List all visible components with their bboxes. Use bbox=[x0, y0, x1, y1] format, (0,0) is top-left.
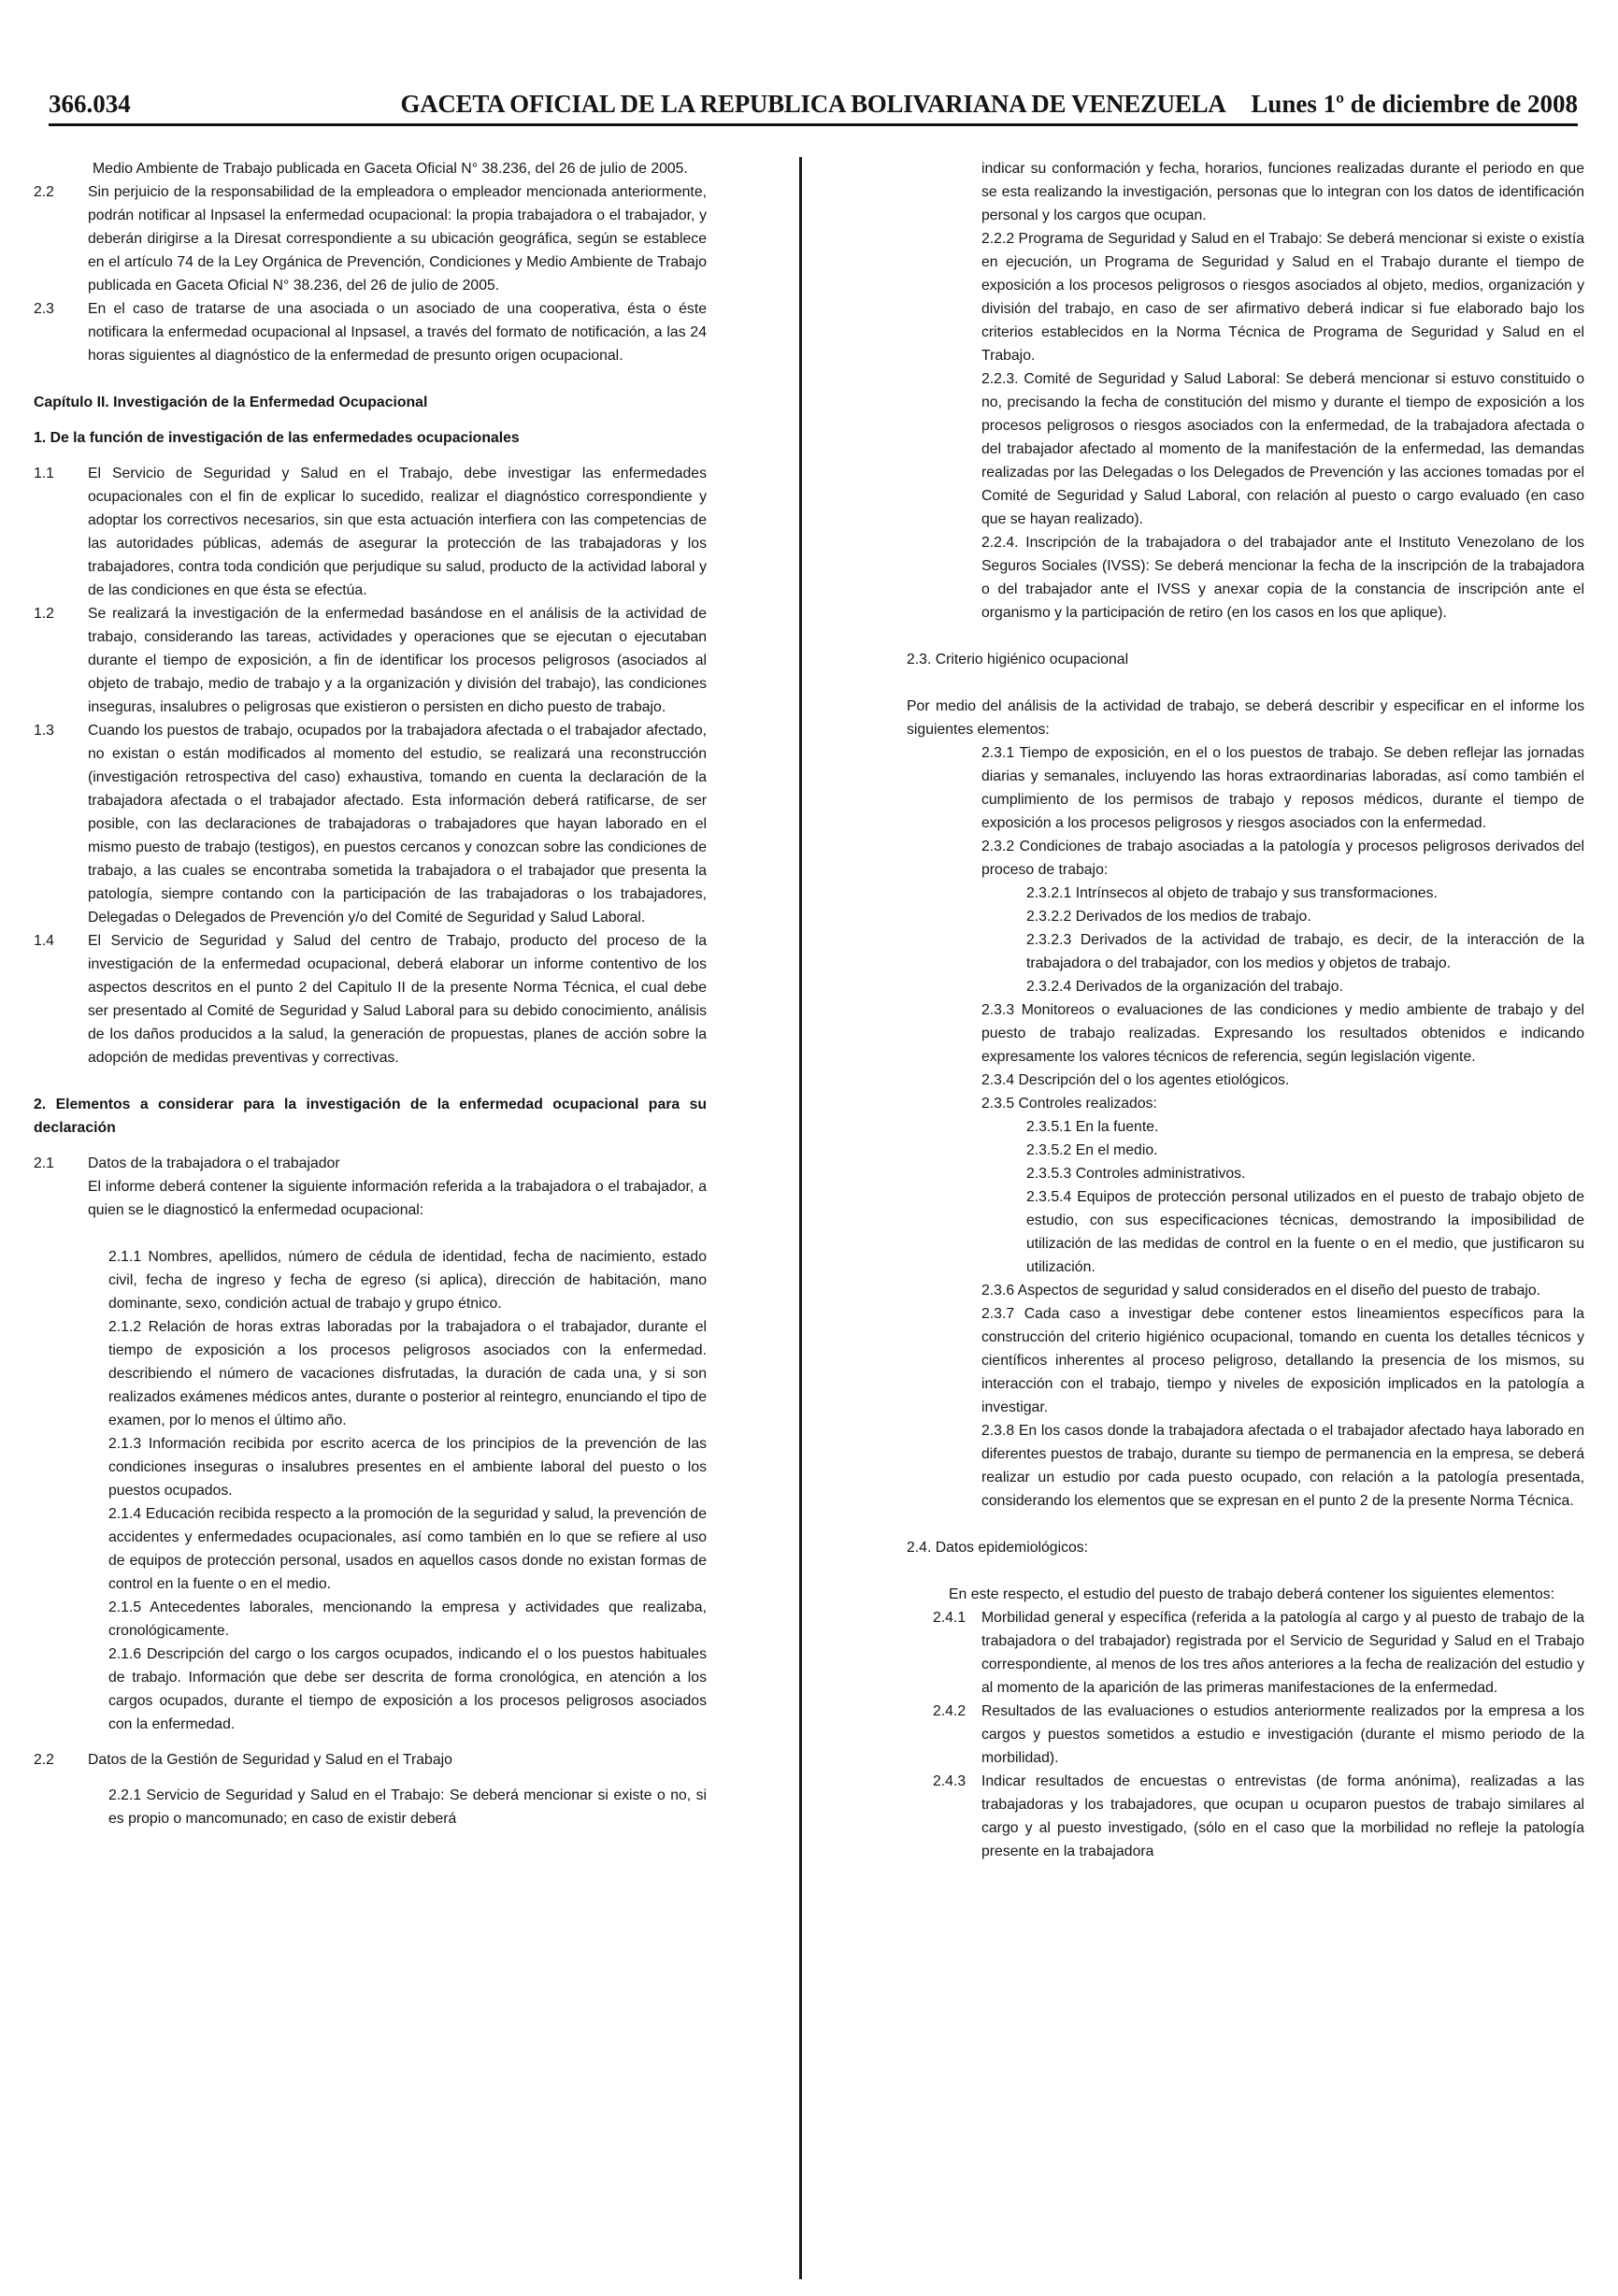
column-divider bbox=[799, 157, 802, 2279]
header-rule bbox=[49, 123, 1578, 126]
subitem: 2.3.8 En los casos donde la trabajadora afectada o el trabajador afectado haya laborado en diferentes puestos de trabajo, durante su tiempo de permanencia en la empresa, se deberá realizar un estudio por cada puesto ocupado, con relación a la patología presentada, considerando los elementos que se expresan en el punto 2 de la presente Norma Técnica. bbox=[981, 1423, 1584, 1509]
list-item bbox=[907, 1700, 1584, 1770]
subitem: 2.1.2 Relación de horas extras laboradas por la trabajadora o el trabajador, durante el tiempo de exposición a los procesos peligrosos asociados con la enfermedad. describiendo el número de vacaciones disfrutadas, la duración de cada una, y si son realizados exámenes médicos antes, durante o posterior al reintegro, enunciando el tipo de examen, por lo menos el último año. bbox=[108, 1319, 707, 1428]
subitem: 2.3.5.2 En el medio. bbox=[1026, 1142, 1158, 1158]
item-text: El Servicio de Seguridad y Salud del centro de Trabajo, producto del proceso de la investigación de la enfermedad ocupacional, deberá elaborar un informe contentivo de los aspectos descritos en el punto 2 del Capitulo II de la presente Norma Técnica, el cual debe ser presentado al Comité de Seguridad y Salud Laboral para su debido conocimiento, análisis de los daños producidos a la salud, la generación de propuestas, planes de acción sobre la adopción de medidas preventivas y correctivas. bbox=[88, 933, 707, 1066]
item-text: Resultados de las evaluaciones o estudios anteriormente realizados por la empresa a los cargos y puestos sometidos a estudio e investigación (durante el mismo periodo de la morbilidad). bbox=[981, 1703, 1584, 1766]
subitem: 2.1.3 Información recibida por escrito acerca de los principios de la prevención de las condiciones inseguras o insalubres presentes en el ambiente laboral del puesto o los puestos ocupados. bbox=[108, 1436, 707, 1499]
section-heading: 2. Elementos a considerar para la investigación de la enfermedad ocupacional para su declaración bbox=[34, 1097, 707, 1136]
subitem: 2.3.2.3 Derivados de la actividad de trabajo, es decir, de la interacción de la trabajadora o del trabajador, con los medios y objetos de trabajo. bbox=[1026, 932, 1584, 971]
subsection-heading: 2.4. Datos epidemiológicos: bbox=[907, 1540, 1089, 1556]
list-item bbox=[907, 1770, 1584, 1863]
item-number: 1.4 bbox=[34, 933, 54, 949]
list-item bbox=[34, 462, 707, 602]
section-heading: 1. De la función de investigación de las enfermedades ocupacionales bbox=[34, 430, 520, 446]
list-item bbox=[34, 929, 707, 1069]
list-item bbox=[34, 297, 707, 367]
page-number: 366.034 bbox=[49, 90, 131, 118]
item-text: Se realizará la investigación de la enfermedad basándose en el análisis de la actividad de trabajo, considerando las tareas, actividades y operaciones que se ejecutan o ejecutaban durante el tiempo de exposición, a fin de identificar los procesos peligrosos (asociados al objeto de trabajo, medio de trabajo y a la organización y división del trabajo), las condiciones inseguras, insalubres o peligrosas que existieron o persisten en dicho puesto de trabajo. bbox=[88, 606, 707, 715]
subitem: 2.3.2.4 Derivados de la organización del trabajo. bbox=[1026, 979, 1343, 995]
list-item bbox=[34, 180, 707, 297]
subsection-heading bbox=[34, 1748, 707, 1772]
paragraph: Medio Ambiente de Trabajo publicada en Gaceta Oficial N° 38.236, del 26 de julio de 2005. bbox=[93, 161, 688, 177]
subsection-heading bbox=[34, 1152, 707, 1175]
right-column bbox=[907, 157, 1584, 1863]
subitem: 2.3.2.1 Intrínsecos al objeto de trabajo y sus transformaciones. bbox=[1026, 885, 1438, 901]
item-text: Datos de la Gestión de Seguridad y Salud en el Trabajo bbox=[88, 1752, 452, 1768]
list-item bbox=[907, 1606, 1584, 1700]
item-number: 2.3 bbox=[34, 301, 54, 317]
subitem: 2.3.2.2 Derivados de los medios de trabajo. bbox=[1026, 909, 1311, 925]
subitem: 2.3.5.4 Equipos de protección personal utilizados en el puesto de trabajo objeto de estudio, con sus especificaciones técnicas, demostrando la imposibilidad de utilización de las medidas de control en la fuente o en el medio, que justificaron su utilización. bbox=[1026, 1189, 1584, 1275]
item-number: 2.2 bbox=[34, 184, 54, 200]
item-text: El Servicio de Seguridad y Salud en el Trabajo, debe investigar las enfermedades ocupacionales con el fin de explicar lo sucedido, realizar el diagnóstico correspondiente y adoptar los correctivos necesarios, sin que esta actuación interfiera con las competencias de las autoridades públicas, además de asegurar la protección de las trabajadoras y los trabajadores, contra toda condición que perjudique su salud, producto de la actividad laboral y de las condiciones en que ésta se efectúa. bbox=[88, 466, 707, 598]
item-number: 1.2 bbox=[34, 606, 54, 622]
item-number: 2.4.3 bbox=[933, 1773, 967, 1789]
subitem: 2.1.6 Descripción del cargo o los cargos ocupados, indicando el o los puestos habituales de trabajo. Información que debe ser descrita de forma cronológica, en atención a los cargos ocupados, durante el tiempo de exposición a los procesos peligrosos asociados con la enfermedad. bbox=[108, 1646, 707, 1732]
subsection-heading: 2.3. Criterio higiénico ocupacional bbox=[907, 652, 1129, 667]
chapter-heading: Capítulo II. Investigación de la Enfermedad Ocupacional bbox=[34, 395, 428, 410]
subitem: 2.2.2 Programa de Seguridad y Salud en el Trabajo: Se deberá mencionar si existe o existía en ejecución, un Programa de Seguridad y Salud en el Trabajo durante el tiempo de exposición a los procesos peligrosos o riesgos asociados al objeto, medios, organización y división del trabajo, en caso de ser afirmativo deberá indicar si fue elaborado bajo los criterios establecidos en la Norma Técnica de Programa de Seguridad y Salud en el Trabajo. bbox=[981, 231, 1584, 364]
gazette-title: GACETA OFICIAL DE LA REPUBLICA BOLIVARIANA DE VENEZUELA bbox=[400, 90, 1226, 118]
subitem: 2.3.1 Tiempo de exposición, en el o los puestos de trabajo. Se deben reflejar las jornadas diarias y semanales, incluyendo las horas extraordinarias laboradas, así como también el cumplimiento de los permisos de trabajo y reposos médicos, durante el tiempo de exposición a los procesos peligrosos y riesgos asociados con la enfermedad. bbox=[981, 745, 1584, 831]
subitem: 2.1.5 Antecedentes laborales, mencionando la empresa y actividades que realizaba, cronológicamente. bbox=[108, 1600, 707, 1639]
item-text: Sin perjuicio de la responsabilidad de la empleadora o empleador mencionada anteriormente, podrán notificar al Inpsasel la enfermedad ocupacional: la propia trabajadora o el trabajador, y deberán dirigirse a la Diresat correspondiente a su ubicación geográfica, según se establece en el artículo 74 de la Ley Orgánica de Prevención, Condiciones y Medio Ambiente de Trabajo publicada en Gaceta Oficial N° 38.236, del 26 de julio de 2005. bbox=[88, 184, 707, 294]
item-text: En el caso de tratarse de una asociada o un asociado de una cooperativa, ésta o éste notificara la enfermedad ocupacional al Inpsasel, a través del formato de notificación, a las 24 horas siguientes al diagnóstico de la enfermedad de presunto origen ocupacional. bbox=[88, 301, 707, 364]
item-text: Cuando los puestos de trabajo, ocupados por la trabajadora afectada o el trabajador afectado, no existan o están modificados al momento del estudio, se realizará una reconstrucción (investigación retrospectiva del caso) exhaustiva, tomando en cuenta la declaración de la trabajadora afectada o el trabajador afectado. Esta información deberá ratificarse, de ser posible, con las declaraciones de trabajadoras o trabajadores que hayan laborado en el mismo puesto de trabajo (testigos), en puestos cercanos y conozcan sobre las condiciones de trabajo, a las cuales se encontraba sometida la trabajadora o el trabajador que presenta la patología, siempre contando con la participación de las trabajadoras o los trabajadores, Delegadas o Delegados de Prevención y/o del Comité de Seguridad y Salud Laboral. bbox=[88, 723, 707, 926]
paragraph: En este respecto, el estudio del puesto de trabajo deberá contener los siguientes elementos: bbox=[949, 1586, 1555, 1602]
subitem: 2.3.4 Descripción del o los agentes etiológicos. bbox=[981, 1072, 1290, 1088]
list-item bbox=[34, 602, 707, 719]
subitem: 2.3.3 Monitoreos o evaluaciones de las condiciones y medio ambiente de trabajo y del puesto de trabajo realizadas. Expresando los resultados obtenidos e indicando expresamente los valores técnicos de referencia, según legislación vigente. bbox=[981, 1002, 1584, 1065]
item-text: Datos de la trabajadora o el trabajador bbox=[88, 1155, 340, 1171]
subitem: indicar su conformación y fecha, horarios, funciones realizadas durante el periodo en que se esta realizando la investigación, personas que lo integran con los datos de identificación personal y los cargos que ocupan. bbox=[981, 161, 1584, 223]
subitem: 2.3.6 Aspectos de seguridad y salud considerados en el diseño del puesto de trabajo. bbox=[981, 1283, 1541, 1299]
subitem: 2.2.1 Servicio de Seguridad y Salud en el Trabajo: Se deberá mencionar si existe o no, si es propio o mancomunado; en caso de existir deberá bbox=[108, 1787, 707, 1827]
subitem: 2.2.4. Inscripción de la trabajadora o del trabajador ante el Instituto Venezolano de los Seguros Sociales (IVSS): Se deberá mencionar la fecha de la inscripción de la trabajadora o del trabajador ante el IVSS y anexar copia de la constancia de inscripción ante el organismo y la participación de retiro (en los casos en los que aplique). bbox=[981, 535, 1584, 621]
list-item bbox=[34, 719, 707, 929]
item-number: 2.4.1 bbox=[933, 1610, 967, 1626]
subitem: 2.2.3. Comité de Seguridad y Salud Laboral: Se deberá mencionar si estuvo constituido o no, precisando la fecha de constitución del mismo y durante el tiempo de exposición a los procesos peligrosos o riesgos asociados con la enfermedad, de la trabajadora afectada o del trabajador afectado al momento de la manifestación de la enfermedad, las demandas realizadas por las Delegadas o los Delegados de Prevención y las acciones tomadas por el Comité de Seguridad y Salud Laboral, con relación al puesto o cargo evaluado (en caso que se hayan realizado). bbox=[981, 371, 1584, 527]
paragraph: El informe deberá contener la siguiente información referida a la trabajadora o el trabajador, a quien se le diagnosticó la enfermedad ocupacional: bbox=[88, 1179, 707, 1218]
subitem: 2.3.2 Condiciones de trabajo asociadas a la patología y procesos peligrosos derivados del proceso de trabajo: bbox=[981, 839, 1584, 878]
left-column bbox=[34, 157, 707, 1830]
item-number: 1.3 bbox=[34, 723, 54, 739]
subitem: 2.1.1 Nombres, apellidos, número de cédula de identidad, fecha de nacimiento, estado civil, fecha de ingreso y fecha de egreso (si aplica), dirección de habitación, mano dominante, sexo, condición actual de trabajo y grupo étnico. bbox=[108, 1249, 707, 1312]
issue-date: Lunes 1º de diciembre de 2008 bbox=[1251, 90, 1578, 118]
item-number: 2.1 bbox=[34, 1155, 54, 1171]
item-number: 2.4.2 bbox=[933, 1703, 967, 1719]
paragraph: Por medio del análisis de la actividad de trabajo, se deberá describir y especificar en el informe los siguientes elementos: bbox=[907, 698, 1584, 738]
subitem: 2.3.7 Cada caso a investigar debe contener estos lineamientos específicos para la construcción del criterio higiénico ocupacional, tomando en cuenta los detalles técnicos y científicos inherentes al proceso peligroso, detallando la presencia de los mismos, su interacción con el trabajo, tiempo y niveles de exposición implicados en la patología a investigar. bbox=[981, 1306, 1584, 1415]
item-number: 1.1 bbox=[34, 466, 54, 481]
item-number: 2.2 bbox=[34, 1752, 54, 1768]
item-text: Morbilidad general y específica (referida a la patología al cargo y al puesto de trabajo de la trabajadora o del trabajador) registrada por el Servicio de Seguridad y Salud en el Trabajo correspondiente, al menos de los tres años anteriores a la fecha de realización del estudio y al momento de la aparición de las primeras manifestaciones de la enfermedad. bbox=[981, 1610, 1584, 1696]
item-text: Indicar resultados de encuestas o entrevistas (de forma anónima), realizadas a las trabajadoras y los trabajadores, que ocupan u ocuparon puestos de trabajo similares al cargo y al puesto investigado, (sólo en el caso que la morbilidad no refleje la patología presente en la trabajadora bbox=[981, 1773, 1584, 1859]
subitem: 2.3.5.3 Controles administrativos. bbox=[1026, 1166, 1246, 1182]
subitem: 2.3.5 Controles realizados: bbox=[981, 1096, 1157, 1112]
subitem: 2.3.5.1 En la fuente. bbox=[1026, 1119, 1159, 1135]
subitem: 2.1.4 Educación recibida respecto a la promoción de la seguridad y salud, la prevención de accidentes y enfermedades ocupacionales, así como también en lo que se refiere al uso de equipos de protección personal, usados en aquellos casos donde no existan formas de control en la fuente o en el medio. bbox=[108, 1506, 707, 1592]
